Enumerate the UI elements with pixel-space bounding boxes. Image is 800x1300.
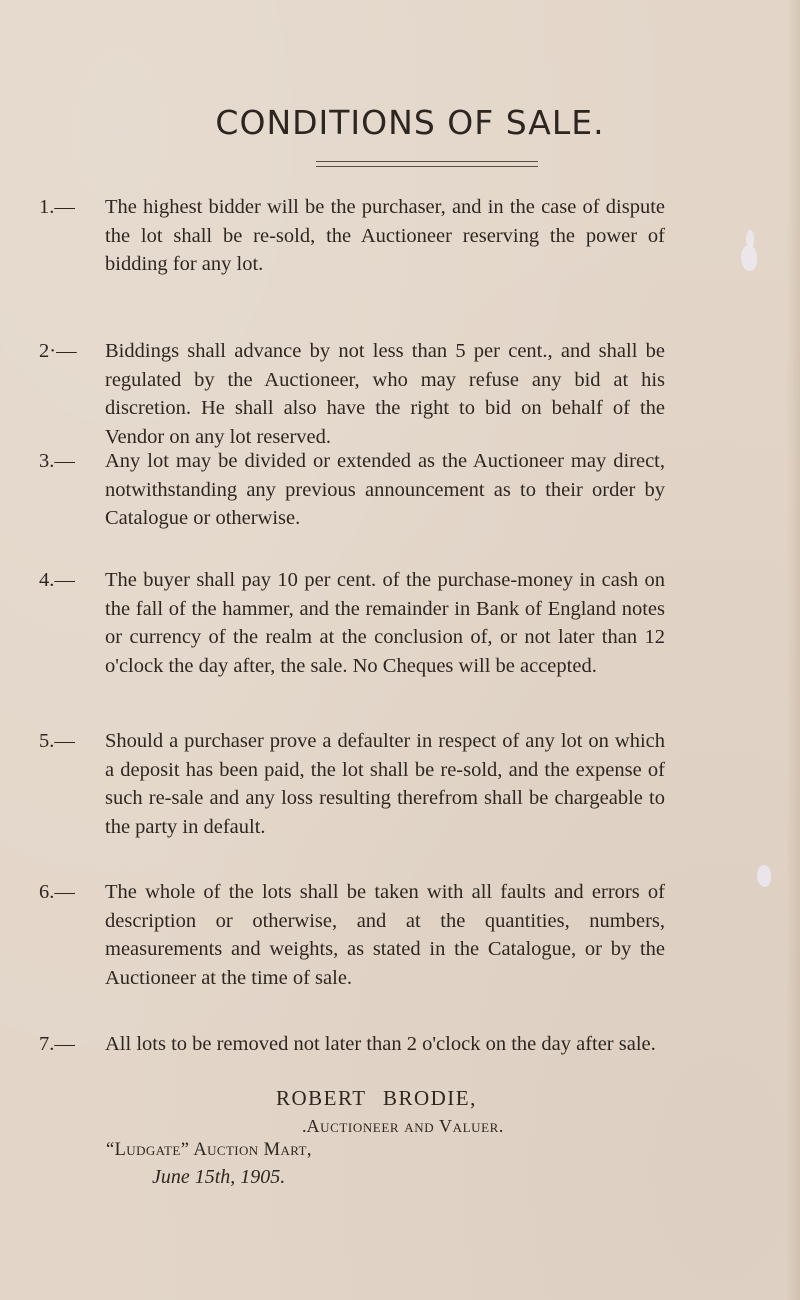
auctioneer-name: ROBERT BRODIE,: [276, 1086, 477, 1110]
auctioneer-title: [302, 1116, 504, 1137]
condition-2: [39, 337, 665, 451]
auctioneer-title-text: Auctioneer and Valuer.: [306, 1116, 505, 1136]
condition-text: Biddings shall advance by not less than 5 per cent., and shall be regulated by the Auctioneer, who may refuse any bid at his discretion. He shall also have the right to bid on behalf of the Vendor on any lot reserved.: [105, 340, 665, 448]
condition-3: [39, 447, 665, 533]
condition-6: [39, 878, 665, 992]
condition-text: All lots to be removed not later than 2 o'clock on the day after sale.: [105, 1033, 656, 1055]
condition-text: The buyer shall pay 10 per cent. of the purchase-money in cash on the fall of the hammer, and the remainder in Bank of England notes or currency of the realm at the conclusion of, or not later than 12 o'clock the day after, the sale. No Cheques will be accepted.: [105, 569, 665, 677]
condition-text: Any lot may be divided or extended as the Auctioneer may direct, notwithstanding any previous announcement as to their order by Catalogue or otherwise.: [105, 450, 665, 529]
paper-stain: [757, 865, 771, 887]
leader-dot: .: [302, 1116, 307, 1136]
condition-number: 4.—: [39, 569, 75, 591]
page-title: CONDITIONS OF SALE.: [215, 103, 605, 142]
condition-number: 7.—: [39, 1033, 75, 1055]
condition-7: [39, 1030, 665, 1059]
condition-4: [39, 566, 665, 680]
page-edge-shadow: [786, 0, 800, 1300]
venue: “Ludgate” Auction Mart,: [106, 1140, 312, 1160]
condition-5: [39, 727, 665, 841]
condition-number: 1.—: [39, 196, 75, 218]
condition-number: 5.—: [39, 730, 75, 752]
condition-1: [39, 193, 665, 279]
condition-number: 6.—: [39, 881, 75, 903]
condition-text: The highest bidder will be the purchaser, and in the case of dispute the lot shall be re-sold, the Auctioneer reserving the power of bidding for any lot.: [105, 196, 665, 275]
paper-stain: [741, 245, 757, 271]
condition-number: 3.—: [39, 450, 75, 472]
paper-stain: [746, 230, 754, 248]
condition-number: 2·—: [39, 340, 77, 362]
condition-text: Should a purchaser prove a defaulter in respect of any lot on which a deposit has been paid, the lot shall be re-sold, and the expense of such re-sale and any loss resulting therefrom shall be chargeable to the party in default.: [105, 730, 665, 838]
condition-text: The whole of the lots shall be taken with all faults and errors of description or otherwise, and at the quantities, numbers, measurements and weights, as stated in the Catalogue, or by the Auctioneer at the time of sale.: [105, 881, 665, 989]
title-double-rule: [316, 161, 538, 167]
date: June 15th, 1905.: [152, 1166, 286, 1188]
